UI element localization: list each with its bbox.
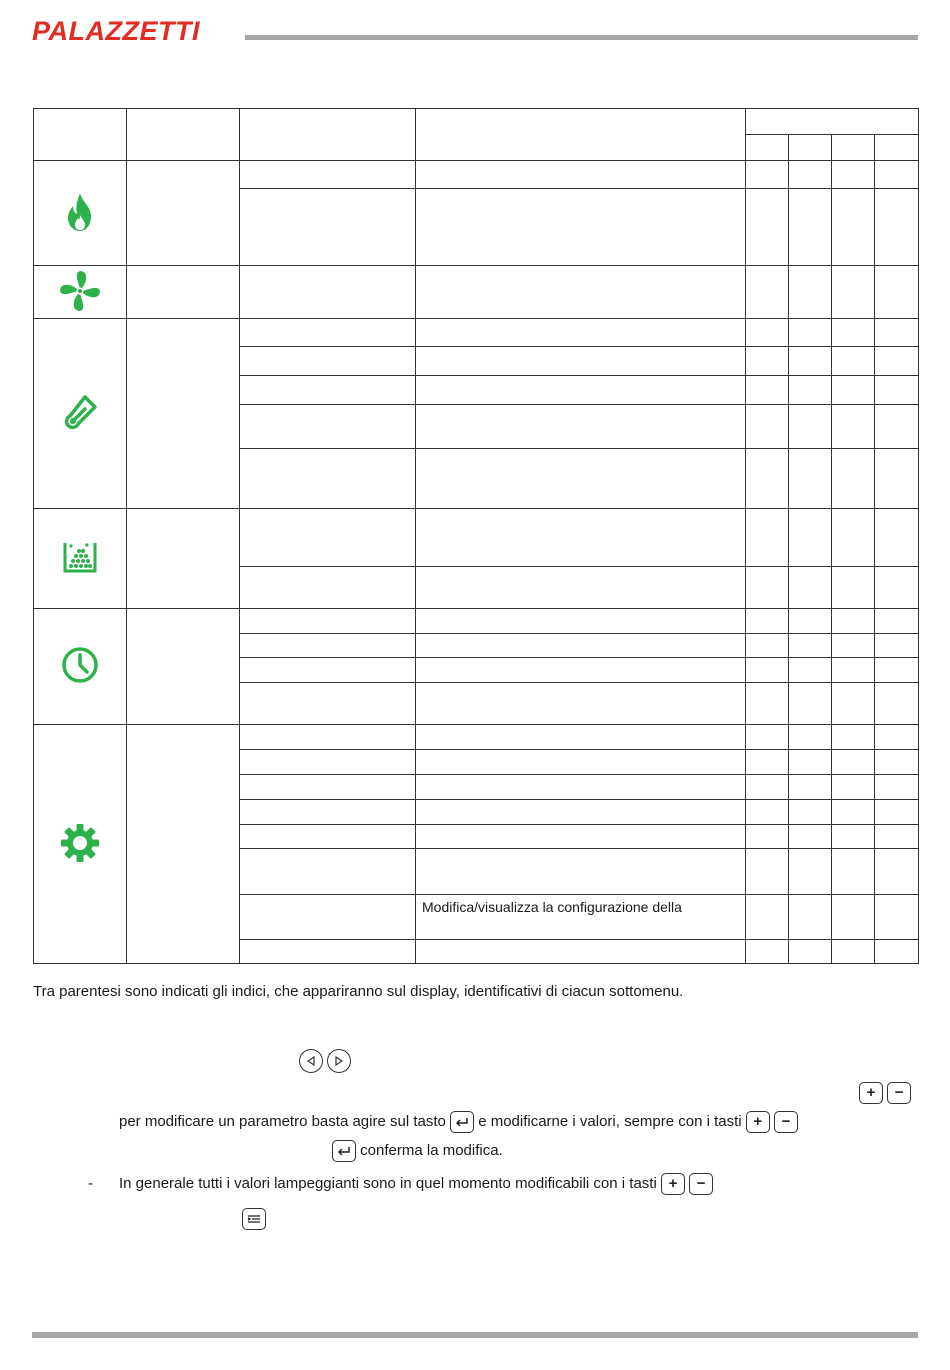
header-cell <box>240 109 416 161</box>
group-cell <box>127 609 240 725</box>
menu-key <box>242 1208 266 1230</box>
submenu-cell <box>240 266 416 319</box>
group-cell <box>127 161 240 266</box>
table-row <box>34 319 919 347</box>
desc-cell <box>416 725 746 750</box>
header-cell <box>416 109 746 161</box>
group-cell <box>127 319 240 509</box>
table-header-row <box>34 109 919 135</box>
minus-key-icon: − <box>887 1082 911 1104</box>
table-row <box>34 161 919 189</box>
nav-keys <box>299 1049 351 1073</box>
bullet-dash: - <box>88 1175 93 1192</box>
flashing-text: In generale tutti i valori lampeggianti sono in quel momento modificabili con i tasti <box>119 1175 657 1192</box>
header-cell <box>746 135 789 161</box>
clock-icon <box>58 643 102 687</box>
header-cell <box>832 135 875 161</box>
minus-key-icon: − <box>689 1173 713 1195</box>
enter-key-icon <box>450 1111 474 1133</box>
table-row <box>34 725 919 750</box>
desc-cell <box>416 266 746 319</box>
plus-key-icon: + <box>661 1173 685 1195</box>
submenu-cell <box>240 895 416 940</box>
fan-icon <box>58 269 102 313</box>
group-cell <box>127 725 240 964</box>
header-cell <box>789 135 832 161</box>
brand-logo: PALAZZETTI <box>32 16 200 46</box>
icon-cell <box>34 266 127 319</box>
plus-key-icon: + <box>859 1082 883 1104</box>
submenu-cell <box>240 319 416 347</box>
plus-key-icon: + <box>746 1111 770 1133</box>
plus-minus-keys <box>859 1082 911 1104</box>
header-cell <box>875 135 919 161</box>
table-row <box>34 609 919 634</box>
modify-instruction <box>119 1111 798 1133</box>
confirm-instruction <box>332 1140 503 1162</box>
group-cell <box>127 266 240 319</box>
enter-key-icon <box>332 1140 356 1162</box>
desc-cell <box>416 319 746 347</box>
left-arrow-key-icon <box>299 1049 323 1073</box>
table-row <box>34 266 919 319</box>
gear-icon <box>58 821 102 865</box>
header-group-cell <box>746 109 919 135</box>
menu-key-icon <box>242 1208 266 1230</box>
flashing-instruction <box>119 1173 713 1195</box>
submenu-cell <box>240 725 416 750</box>
index-note: Tra parentesi sono indicati gli indici, che appariranno sul display, identificativi di ciacun sottomenu. <box>33 983 684 1000</box>
right-arrow-key-icon <box>327 1049 351 1073</box>
icon-cell <box>34 725 127 964</box>
icon-cell <box>34 319 127 509</box>
header-cell <box>127 109 240 161</box>
desc-cell <box>416 161 746 189</box>
submenu-cell <box>240 189 416 266</box>
confirm-text: conferma la modifica. <box>360 1142 503 1159</box>
submenu-cell <box>240 509 416 567</box>
group-cell <box>127 509 240 609</box>
config-desc: Modifica/visualizza la configurazione della <box>416 895 746 940</box>
menu-table <box>33 108 919 964</box>
footer-rule <box>32 1332 918 1338</box>
header-cell <box>34 109 127 161</box>
thermometer-icon <box>58 390 102 434</box>
flame-icon <box>58 190 102 234</box>
modify-text-a: per modificare un parametro basta agire sul tasto <box>119 1113 446 1130</box>
minus-key-icon: − <box>774 1111 798 1133</box>
desc-cell <box>416 509 746 567</box>
icon-cell <box>34 161 127 266</box>
icon-cell <box>34 609 127 725</box>
icon-cell <box>34 509 127 609</box>
submenu-cell <box>240 609 416 634</box>
modify-text-b: e modificarne i valori, sempre con i tasti <box>478 1113 742 1130</box>
desc-cell <box>416 609 746 634</box>
desc-cell <box>416 189 746 266</box>
table-row <box>34 509 919 567</box>
pellet-tank-icon <box>58 535 102 579</box>
submenu-cell <box>240 161 416 189</box>
header-rule <box>245 35 918 40</box>
